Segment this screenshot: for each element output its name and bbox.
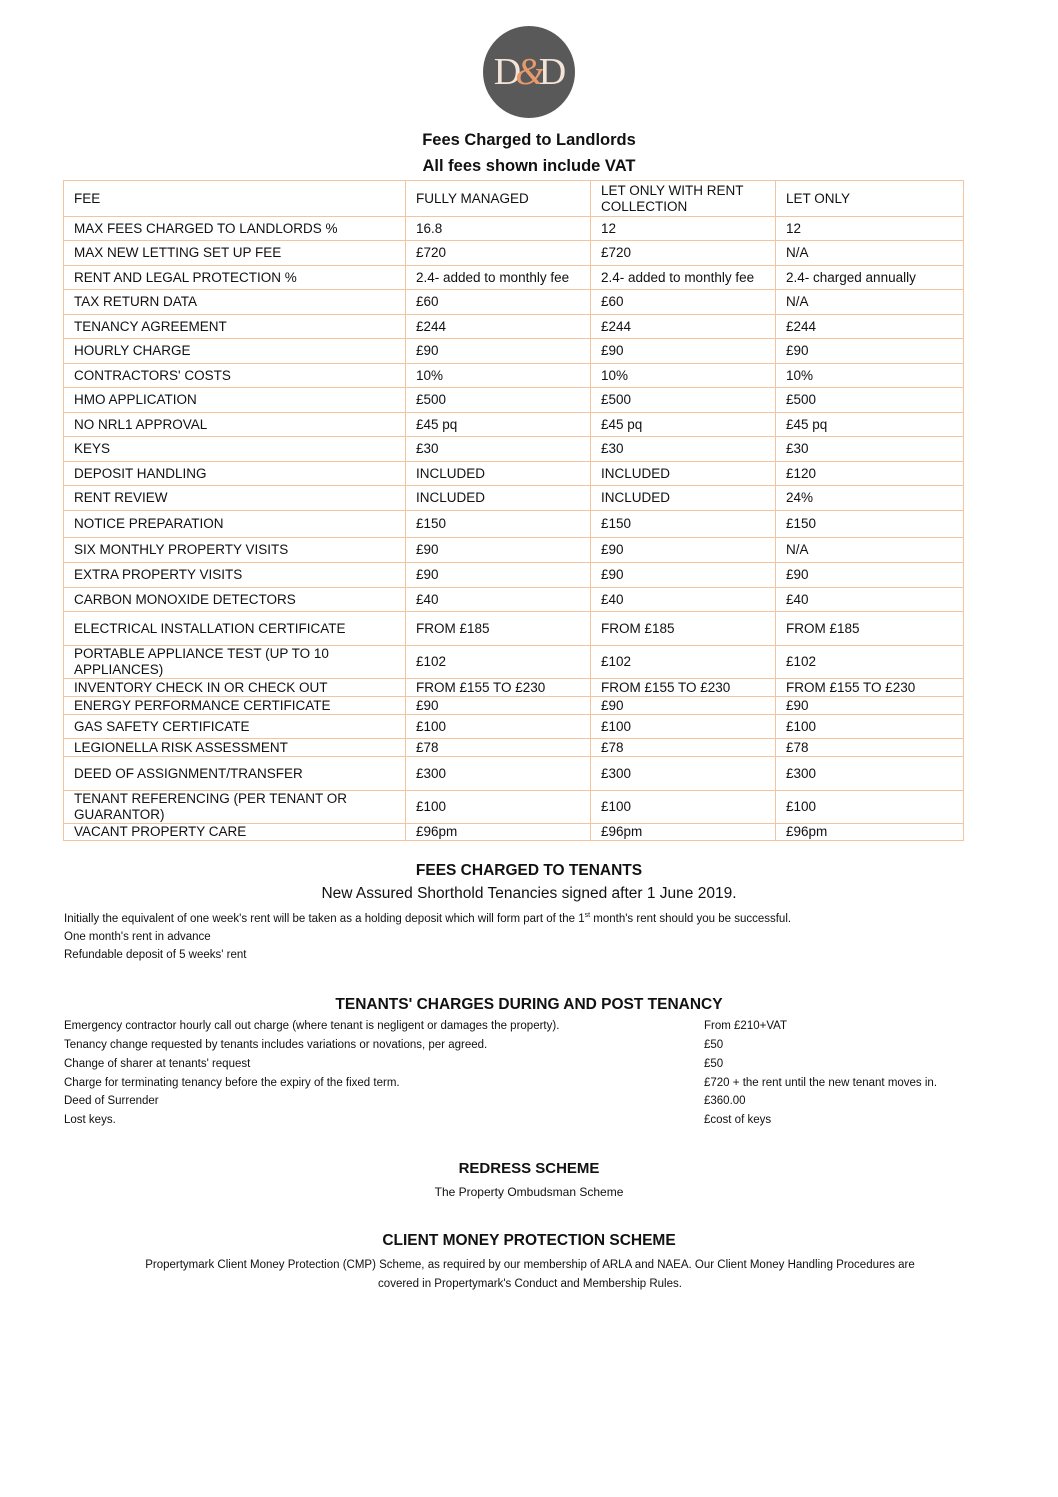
table-row [64,715,964,739]
fee-name-cell: CARBON MONOXIDE DETECTORS [64,588,406,612]
table-row [64,339,964,364]
charge-description: Emergency contractor hourly call out charge (where tenant is negligent or damages the property). [64,1020,560,1032]
table-row [64,290,964,315]
fee-value-cell: 10% [776,364,964,388]
fee-value-cell: 12 [591,217,776,241]
tenant-fees-heading: FEES CHARGED TO TENANTS [415,862,643,879]
fee-value-cell: £90 [591,697,776,715]
table-row [64,646,964,679]
charge-amount: £cost of keys [704,1114,772,1126]
table-row [64,364,964,388]
fee-value-cell: £78 [591,739,776,757]
fee-name-cell: MAX FEES CHARGED TO LANDLORDS % [64,217,406,241]
fee-value-cell: £90 [406,339,591,364]
fee-value-cell: £100 [406,715,591,739]
fee-value-cell: £150 [406,511,591,538]
table-row [64,511,964,538]
fee-value-cell: £500 [591,388,776,413]
charge-description: Tenancy change requested by tenants includes variations or novations, per agreed. [64,1039,488,1051]
fee-value-cell: £720 [591,241,776,266]
fee-value-cell: £40 [776,588,964,612]
table-row [64,388,964,413]
fee-name-cell: MAX NEW LETTING SET UP FEE [64,241,406,266]
tenant-fees-subheading: New Assured Shorthold Tenancies signed after 1 June 2019. [321,885,737,902]
charge-amount: £720 + the rent until the new tenant moves in. [704,1077,938,1089]
fee-value-cell: £90 [776,339,964,364]
fee-value-cell: £40 [591,588,776,612]
fee-value-cell: £90 [406,697,591,715]
fee-value-cell: £90 [406,538,591,563]
fee-value-cell: £90 [591,563,776,588]
fee-value-cell: N/A [776,241,964,266]
table-row [64,217,964,241]
fee-value-cell: £100 [591,715,776,739]
fee-value-cell: £90 [591,538,776,563]
fee-value-cell: 16.8 [406,217,591,241]
fee-value-cell: £120 [776,462,964,486]
fee-name-cell: DEED OF ASSIGNMENT/TRANSFER [64,757,406,791]
table-row [64,757,964,791]
fee-value-cell: £90 [591,339,776,364]
table-row [64,563,964,588]
fee-name-cell: HMO APPLICATION [64,388,406,413]
fee-value-cell: £90 [776,697,964,715]
fee-name-cell: NOTICE PREPARATION [64,511,406,538]
fee-value-cell: LET ONLY WITH RENT COLLECTION [591,181,776,217]
fee-name-cell: NO NRL1 APPROVAL [64,413,406,437]
fee-name-cell: LEGIONELLA RISK ASSESSMENT [64,739,406,757]
fee-value-cell: INCLUDED [406,486,591,511]
fee-value-cell: 10% [591,364,776,388]
fee-value-cell: £300 [406,757,591,791]
fee-name-cell: RENT REVIEW [64,486,406,511]
fee-value-cell: INCLUDED [591,486,776,511]
table-row [64,241,964,266]
page-subtitle: All fees shown include VAT [422,157,636,175]
charge-amount: £360.00 [704,1095,746,1107]
tenant-charges-heading: TENANTS' CHARGES DURING AND POST TENANCY [335,996,723,1013]
fee-name-cell: RENT AND LEGAL PROTECTION % [64,266,406,290]
fee-name-cell: TAX RETURN DATA [64,290,406,315]
fee-value-cell: £150 [776,511,964,538]
fee-name-cell: SIX MONTHLY PROPERTY VISITS [64,538,406,563]
fee-value-cell: N/A [776,290,964,315]
table-row [64,486,964,511]
fee-name-cell: INVENTORY CHECK IN OR CHECK OUT [64,679,406,697]
refundable-deposit-text: Refundable deposit of 5 weeks' rent [64,949,247,961]
fee-value-cell: FROM £155 TO £230 [406,679,591,697]
fee-value-cell: £102 [776,646,964,679]
fee-value-cell: £720 [406,241,591,266]
table-row [64,612,964,646]
fee-value-cell: FROM £185 [591,612,776,646]
fee-value-cell: FROM £185 [776,612,964,646]
fee-name-cell: PORTABLE APPLIANCE TEST (UP TO 10 APPLIANCES) [64,646,406,679]
table-row [64,266,964,290]
fee-value-cell: FROM £155 TO £230 [591,679,776,697]
table-row [64,315,964,339]
redress-heading: REDRESS SCHEME [458,1160,600,1177]
fee-value-cell: £96pm [406,824,591,841]
table-row [64,697,964,715]
fee-name-cell: EXTRA PROPERTY VISITS [64,563,406,588]
fee-value-cell: £96pm [776,824,964,841]
charge-amount: £50 [704,1058,724,1070]
fee-name-cell: FEE [64,181,406,217]
cmp-heading: CLIENT MONEY PROTECTION SCHEME [382,1232,676,1249]
fee-name-cell: TENANCY AGREEMENT [64,315,406,339]
fee-name-cell: HOURLY CHARGE [64,339,406,364]
table-row [64,413,964,437]
fee-value-cell: 12 [776,217,964,241]
fee-value-cell: £244 [591,315,776,339]
fee-value-cell: FROM £155 TO £230 [776,679,964,697]
fee-value-cell: INCLUDED [591,462,776,486]
charge-description: Deed of Surrender [64,1095,159,1107]
fee-value-cell: £60 [406,290,591,315]
fee-value-cell: £40 [406,588,591,612]
table-row [64,679,964,697]
fee-value-cell: £300 [591,757,776,791]
page-title: Fees Charged to Landlords [422,131,636,149]
fee-value-cell: 24% [776,486,964,511]
fee-value-cell: FROM £185 [406,612,591,646]
table-row [64,437,964,462]
fee-value-cell: £90 [776,563,964,588]
fee-value-cell: £150 [591,511,776,538]
fee-name-cell: GAS SAFETY CERTIFICATE [64,715,406,739]
fee-value-cell: £102 [591,646,776,679]
fee-name-cell: DEPOSIT HANDLING [64,462,406,486]
landlord-fees-table [63,180,964,841]
fee-value-cell: £30 [776,437,964,462]
cmp-text: Propertymark Client Money Protection (CMP) Scheme, as required by our membership of ARLA and NAEA. Our Client Money Handling Procedures are covered in Propertymark's Conduct and Membership Rules. [145,1259,915,1290]
fee-value-cell: £100 [776,791,964,824]
fee-name-cell: TENANT REFERENCING (PER TENANT OR GUARANTOR) [64,791,406,824]
fee-value-cell: N/A [776,538,964,563]
fee-name-cell: ELECTRICAL INSTALLATION CERTIFICATE [64,612,406,646]
fee-value-cell: £45 pq [776,413,964,437]
fee-value-cell: £244 [776,315,964,339]
fee-value-cell: LET ONLY [776,181,964,217]
fee-name-cell: CONTRACTORS' COSTS [64,364,406,388]
fee-name-cell: VACANT PROPERTY CARE [64,824,406,841]
fee-value-cell: FULLY MANAGED [406,181,591,217]
table-row [64,739,964,757]
fee-value-cell: 10% [406,364,591,388]
charge-description: Charge for terminating tenancy before the expiry of the fixed term. [64,1077,400,1089]
table-row [64,588,964,612]
fee-name-cell: KEYS [64,437,406,462]
charge-amount: From £210+VAT [704,1020,787,1032]
table-row [64,462,964,486]
fee-value-cell: £500 [406,388,591,413]
fee-name-cell: ENERGY PERFORMANCE CERTIFICATE [64,697,406,715]
charge-description: Lost keys. [64,1114,116,1126]
fee-value-cell: £60 [591,290,776,315]
fee-value-cell: £500 [776,388,964,413]
redress-text: The Property Ombudsman Scheme [434,1185,624,1199]
fee-value-cell: £78 [776,739,964,757]
logo-text: D&D [493,51,565,93]
fee-value-cell: £100 [591,791,776,824]
table-row [64,824,964,841]
fee-value-cell: £100 [776,715,964,739]
fee-value-cell: 2.4- added to monthly fee [591,266,776,290]
fee-value-cell: £244 [406,315,591,339]
fee-value-cell: INCLUDED [406,462,591,486]
rent-in-advance-text: One month's rent in advance [64,931,211,943]
fee-value-cell: £45 pq [591,413,776,437]
table-row [64,791,964,824]
fee-value-cell: £30 [406,437,591,462]
fee-value-cell: £100 [406,791,591,824]
fee-value-cell: £78 [406,739,591,757]
fee-value-cell: £102 [406,646,591,679]
fee-value-cell: 2.4- added to monthly fee [406,266,591,290]
charge-amount: £50 [704,1039,724,1051]
table-header-row [64,181,964,217]
fee-value-cell: £96pm [591,824,776,841]
fee-value-cell: £300 [776,757,964,791]
fee-value-cell: £45 pq [406,413,591,437]
fee-value-cell: 2.4- charged annually [776,266,964,290]
holding-deposit-text: Initially the equivalent of one week's rent will be taken as a holding deposit which will form part of the 1st month's rent should you be successful. [64,912,792,925]
fee-value-cell: £90 [406,563,591,588]
charge-description: Change of sharer at tenants' request [64,1058,251,1070]
table-row [64,538,964,563]
fee-value-cell: £30 [591,437,776,462]
